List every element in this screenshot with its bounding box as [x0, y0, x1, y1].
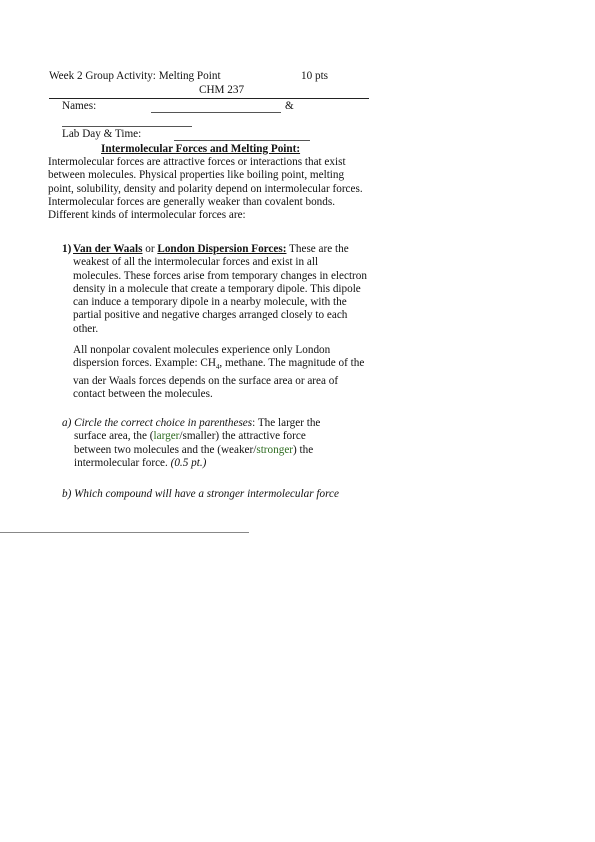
choice-stronger[interactable]: stronger	[256, 443, 294, 456]
question-a	[62, 417, 368, 470]
question-a-text-1: : The larger the	[252, 417, 321, 429]
question-a-text-5: ) the	[293, 443, 314, 456]
term-london-dispersion: London Dispersion Forces:	[157, 243, 287, 255]
nonpolar-text-a: All nonpolar covalent molecules experience only London dispersion forces. Example: CH	[73, 344, 331, 370]
points-label: 10 pts	[301, 70, 329, 82]
header-rule	[49, 98, 369, 99]
question-a-text-6: intermolecular force.	[74, 456, 171, 469]
list-number: 1)	[62, 243, 72, 255]
intro-paragraph: Intermolecular forces are attractive forces or interactions that exist between molecules. Physical properties like boiling point, melting point, solubility, density and polarity depend on intermolecular forces. Intermolecular forces are generally weaker than covalent bonds. Different kinds of intermolecular forces are:	[48, 156, 363, 222]
labday-label: Lab Day & Time:	[62, 128, 142, 140]
question-a-lead: a) Circle the correct choice in parentheses	[62, 417, 253, 429]
question-a-text-2: surface area, the (	[74, 430, 154, 443]
term-van-der-waals: Van der Waals	[73, 243, 143, 255]
methane-subscript: 4	[215, 363, 220, 372]
question-a-points: (0.5 pt.)	[170, 456, 207, 469]
names-second-blank[interactable]	[62, 126, 192, 127]
van-der-waals-paragraph	[73, 243, 369, 336]
section-title: Intermolecular Forces and Melting Point:	[101, 143, 301, 155]
activity-title: Week 2 Group Activity: Melting Point	[49, 70, 221, 82]
term-or: or	[142, 243, 158, 255]
footnote-separator	[0, 532, 249, 533]
course-code: CHM 237	[199, 84, 245, 96]
labday-blank[interactable]	[174, 140, 310, 141]
choice-larger[interactable]: larger	[153, 430, 180, 443]
question-a-text-3: /smaller) the attractive force	[179, 430, 306, 443]
nonpolar-paragraph	[73, 344, 369, 401]
question-b: b) Which compound will have a stronger intermolecular force	[62, 488, 339, 500]
nonpolar-text-b: , methane. The magnitude of the van der Waals forces depends on the surface area or area of contact between the molecules.	[73, 357, 365, 401]
item1-text: These are the weakest of all the intermolecular forces and exist in all molecules. These forces arise from temporary changes in electron density in a molecule that create a temporary dipole. This dipole can induce a temporary dipole in a nearby molecule, with the partial positive and negative charges arranged closely to each other.	[73, 243, 367, 335]
names-ampersand: &	[285, 100, 294, 112]
question-a-text-4: between two molecules and the (weaker/	[74, 443, 257, 456]
names-label: Names:	[62, 100, 97, 112]
names-blank[interactable]	[151, 112, 281, 113]
